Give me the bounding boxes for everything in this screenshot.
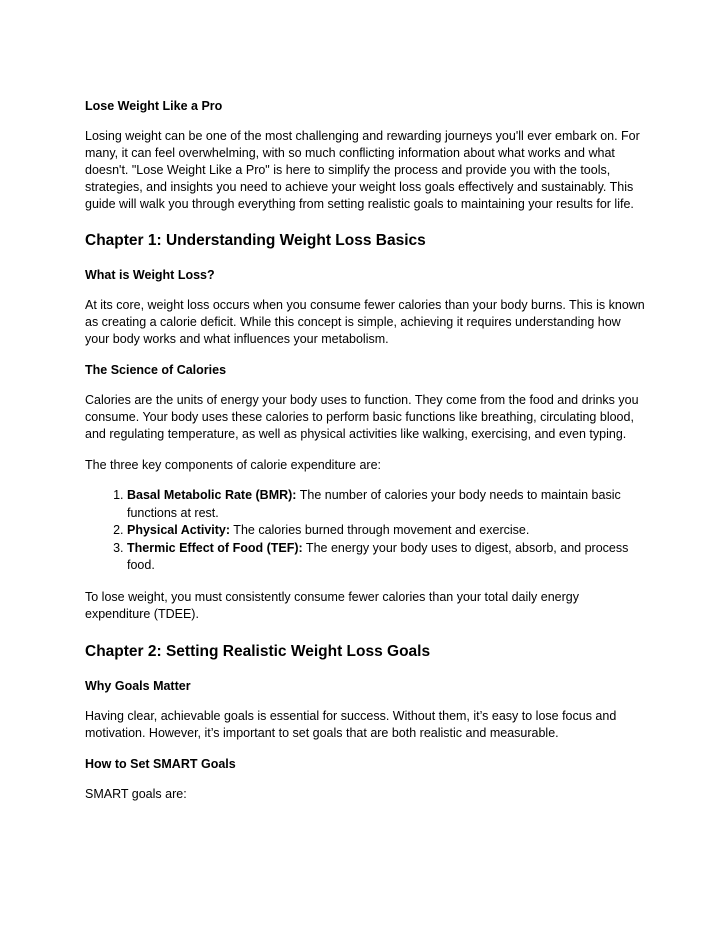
what-is-weight-loss-heading: What is Weight Loss? xyxy=(85,268,215,282)
smart-goals-heading: How to Set SMART Goals xyxy=(85,756,236,771)
smart-goals-paragraph: SMART goals are: xyxy=(85,786,187,801)
intro-paragraph: Losing weight can be one of the most challenging and rewarding journeys you'll ever embark on. For many, it can feel overwhelming, with so much conflicting information about what works and what doesn't. "Lose Weight Like a Pro" is here to simplify the process and provide you with the tools, strategies, and insights you need to achieve your weight loss goals effectively and sustainably. This guide will walk you through everything from setting realistic goals to maintaining your results for life. xyxy=(85,129,640,211)
list-item xyxy=(127,540,645,575)
why-goals-matter-paragraph: Having clear, achievable goals is essential for success. Without them, it’s easy to lose focus and motivation. However, it’s important to set goals that are both realistic and measurable. xyxy=(85,708,617,740)
science-of-calories-heading: The Science of Calories xyxy=(85,363,227,377)
science-of-calories-paragraph: Calories are the units of energy your body uses to function. They come from the food and drinks you consume. Your body uses these calories to perform basic functions like breathing, circulating blood, and regulating temperature, as well as physical activities like walking, exercising, and even typing. xyxy=(85,393,639,441)
chapter-1-heading: Chapter 1: Understanding Weight Loss Basics xyxy=(85,232,426,249)
closing-paragraph: To lose weight, you must consistently consume fewer calories than your total daily energy expenditure (TDEE). xyxy=(85,589,579,621)
document-title: Lose Weight Like a Pro xyxy=(85,99,223,113)
list-item-term: Thermic Effect of Food (TEF): xyxy=(127,540,303,555)
why-goals-matter-heading: Why Goals Matter xyxy=(85,678,191,693)
list-item-desc: The number of calories your body needs to maintain basic functions at rest. xyxy=(127,488,621,520)
chapter-2-heading: Chapter 2: Setting Realistic Weight Loss Goals xyxy=(85,642,431,660)
components-intro: The three key components of calorie expenditure are: xyxy=(85,458,382,472)
list-item-desc: The energy your body uses to digest, absorb, and process food. xyxy=(127,540,629,572)
what-is-weight-loss-paragraph: At its core, weight loss occurs when you consume fewer calories than your body burns. This is known as creating a calorie deficit. While this concept is simple, achieving it requires understanding how your body works and what influences your metabolism. xyxy=(85,298,645,346)
list-item xyxy=(127,487,645,522)
list-item-term: Basal Metabolic Rate (BMR): xyxy=(127,488,297,502)
list-item-term: Physical Activity: xyxy=(127,523,231,537)
document-page xyxy=(85,97,645,803)
components-list xyxy=(85,487,645,575)
list-item xyxy=(127,522,645,540)
list-item-desc: The calories burned through movement and exercise. xyxy=(230,523,530,537)
